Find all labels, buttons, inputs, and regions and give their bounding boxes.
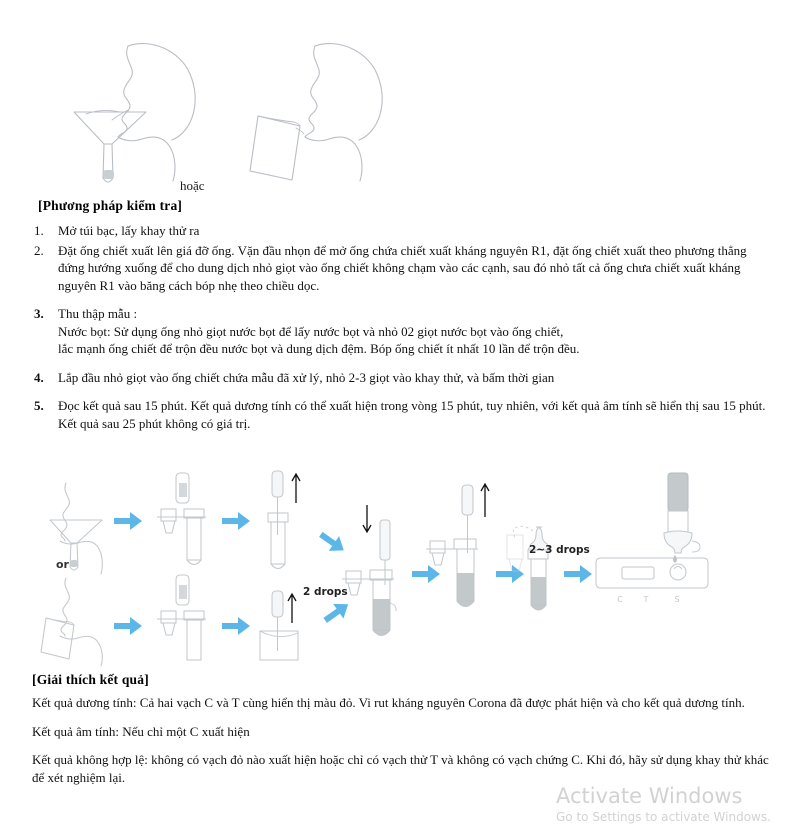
step-number: 5.	[34, 398, 44, 413]
method-step-5	[34, 397, 774, 432]
step-text-sub: lắc mạnh ống chiết để trộn đều nước bọt và dung dịch đệm. Bóp ống chiết ít nhất 10 lần để trộn đều.	[58, 341, 580, 356]
step-number: 1.	[34, 223, 44, 238]
watermark-title: Activate Windows	[556, 784, 743, 808]
section-heading-method: [Phương pháp kiểm tra]	[38, 198, 183, 213]
test-procedure-flow-diagram	[30, 465, 770, 660]
cassette-mark-s: S	[674, 595, 680, 604]
cassette-mark-c: C	[617, 595, 623, 604]
step-number: 2.	[34, 242, 44, 258]
sample-collection-illustration	[0, 40, 800, 195]
cassette-mark-t: T	[643, 595, 649, 604]
step-text: Lắp đầu nhỏ giọt vào ống chiết chứa mẫu đã xử lý, nhỏ 2-3 giọt vào khay thử, và bấm thời gian	[58, 369, 555, 385]
method-steps-list	[34, 222, 774, 434]
step-text-sub: Nước bọt: Sử dụng ống nhỏ giọt nước bọt để lấy nước bọt và nhỏ 02 giọt nước bọt vào ống chiết,	[58, 323, 564, 339]
watermark-subtitle: Go to Settings to activate Windows.	[556, 810, 771, 824]
method-step-4	[34, 369, 774, 387]
method-step-1	[34, 222, 774, 240]
method-step-2	[34, 242, 774, 295]
step-number: 4.	[34, 369, 44, 385]
flow-two-drops-label: 2 drops	[303, 586, 348, 598]
flow-or-label: or	[56, 558, 69, 571]
or-label-vi: hoặc	[180, 178, 205, 193]
step-text: Đọc kết quả sau 15 phút. Kết quả dương tính có thể xuất hiện trong vòng 15 phút, tuy nhiên, với kết quả âm tính sẽ hiển thị sau 15 phút. Kết quả sau 25 phút không có giá trị.	[58, 398, 766, 431]
step-text: Đặt ống chiết xuất lên giá đỡ ống. Vặn đầu nhọn để mở ống chứa chiết xuất kháng nguyên R1, đặt ống chiết xuất theo phương thẳng đứng hướng xuống để cho dung dịch nhỏ giọt vào ống chiết không chạm vào các cạnh, sau đó nhỏ tất cả ống chưa chiết xuất kháng nguyên R1 vào băng cách bóp nhẹ theo chiều dọc.	[58, 242, 747, 293]
result-invalid-text: Kết quả không hợp lệ: không có vạch đỏ nào xuất hiện hoặc chỉ có vạch thử T và không có vạch chứng C. Khi đó, hãy sử dụng khay thử khác để xét nghiệm lại.	[32, 752, 769, 785]
result-negative-text: Kết quả âm tính: Nếu chỉ một C xuất hiện	[32, 723, 250, 739]
step-text: Mở túi bạc, lấy khay thử ra	[58, 223, 200, 238]
method-step-3	[34, 305, 774, 358]
step-text: Thu thập mẫu :	[58, 306, 138, 321]
result-positive-text: Kết quả dương tính: Cả hai vạch C và T cùng hiển thị màu đỏ. Vi rut kháng nguyên Corona đã được phát hiện và cho kết quả dương tính.	[32, 695, 745, 710]
section-heading-interpretation: [Giải thích kết quả]	[32, 672, 149, 687]
flow-two-three-drops-label: 2~3 drops	[529, 544, 590, 556]
step-number: 3.	[34, 306, 44, 321]
interpretation-paragraph-list	[32, 694, 772, 797]
